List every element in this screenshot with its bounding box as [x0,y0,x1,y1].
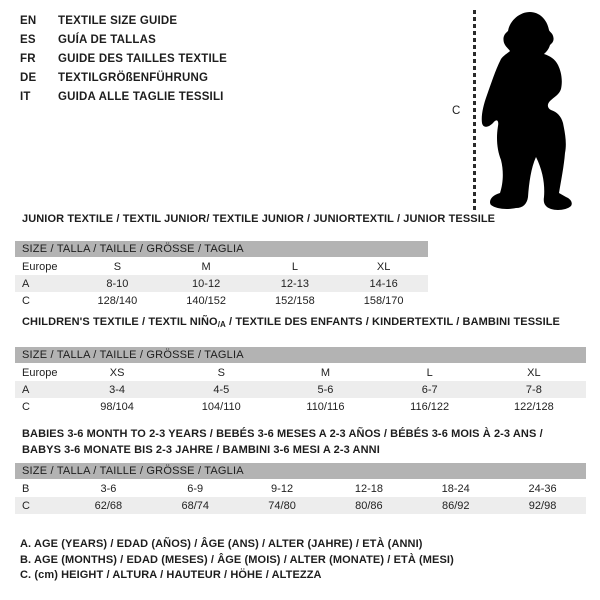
table-row [15,398,586,415]
size-value: 24-36 [528,482,557,495]
babies-size-table [15,480,586,514]
language-row [20,12,227,31]
size-value: L [291,260,298,273]
row-label: Europe [22,260,58,273]
row-label: B [22,482,30,495]
size-value: 62/68 [94,499,123,512]
row-label: C [22,294,30,307]
size-value: 116/122 [410,400,450,413]
language-label: GUIDA ALLE TAGLIE TESSILI [58,91,224,103]
size-value: 128/140 [97,294,138,307]
row-label: A [22,383,30,396]
size-value: 140/152 [186,294,226,307]
size-value: S [113,260,122,273]
language-row [20,88,227,107]
size-value: 74/80 [268,499,296,512]
language-label: TEXTILE SIZE GUIDE [58,15,178,27]
height-measure-dashed-line [473,10,476,211]
language-title-list [20,12,227,107]
size-value: 12-18 [354,482,383,495]
size-value: 122/128 [513,400,554,413]
junior-size-table [15,258,428,309]
size-value: 8-10 [106,277,129,290]
table-row [15,381,586,398]
size-value: M [320,366,331,379]
language-row [20,50,227,69]
table-row [15,497,586,514]
size-value: 80/86 [355,499,383,512]
size-value: 104/110 [201,400,241,413]
footnote: C. (cm) HEIGHT / ALTURA / HAUTEUR / HÖHE / ALTEZZA [20,569,322,581]
size-value: 86/92 [441,499,470,512]
children-title-sub: /A [217,320,226,329]
footnote: B. AGE (MONTHS) / EDAD (MESES) / ÂGE (MOIS) / ALTER (MONATE) / ETÀ (MESI) [20,553,454,566]
babies-table-title [22,426,543,458]
size-value: XL [376,260,391,273]
toddler-silhouette-image [481,7,576,212]
language-row [20,31,227,50]
size-value: M [201,260,211,273]
size-value: 3-4 [109,383,126,396]
language-code: IT [20,91,31,103]
language-code: EN [20,15,37,27]
size-value: 4-5 [213,383,230,396]
language-label: TEXTILGRÖßENFÜHRUNG [58,72,209,84]
table-row [15,275,428,292]
size-value: 3-6 [100,482,117,495]
table-row [15,364,586,381]
table-row [15,292,428,309]
size-value: 158/170 [363,294,404,307]
babies-size-header-bar: SIZE / TALLA / TAILLE / GRÖSSE / TAGLIA [15,463,586,479]
language-row [20,69,227,88]
row-label: Europe [22,366,58,379]
size-value: 12-13 [280,277,309,290]
babies-title-line2: BABYS 3-6 MONATE BIS 2-3 JAHRE / BAMBINI 3-6 MESI A 2-3 ANNI [22,444,380,456]
size-value: 68/74 [181,499,209,512]
size-value: 14-16 [369,277,398,290]
row-label: C [22,499,30,512]
children-table [15,347,586,415]
size-value: S [217,366,225,379]
size-value: 18-24 [441,482,470,495]
size-value: 110/116 [306,400,345,413]
size-value: 92/98 [528,499,557,512]
size-value: 7-8 [525,383,542,396]
size-value: L [426,366,433,379]
size-value: XS [109,366,125,379]
row-label: A [22,277,30,290]
junior-table [15,241,428,309]
table-row [15,258,428,275]
footnote-list [20,537,454,584]
size-value: 6-7 [421,383,438,396]
size-value: 6-9 [187,482,204,495]
children-size-table [15,364,586,415]
height-measure-label: C [452,105,461,117]
language-code: DE [20,72,37,84]
children-table-title [22,316,560,329]
size-value: XL [527,366,541,379]
children-size-header-bar: SIZE / TALLA / TAILLE / GRÖSSE / TAGLIA [15,347,586,363]
language-label: GUIDE DES TAILLES TEXTILE [58,53,227,65]
children-title-part2: / TEXTILE DES ENFANTS / KINDERTEXTIL / BAMBINI TESSILE [225,316,560,328]
children-title-part1: CHILDREN'S TEXTILE / TEXTIL NIÑO [22,316,218,328]
junior-size-header-bar: SIZE / TALLA / TAILLE / GRÖSSE / TAGLIA [15,241,428,257]
row-label: C [22,400,30,413]
size-value: 98/104 [100,400,134,413]
language-code: ES [20,34,36,46]
language-label: GUÍA DE TALLAS [58,34,156,46]
size-value: 152/158 [274,294,315,307]
size-value: 9-12 [271,482,294,495]
footnote: A. AGE (YEARS) / EDAD (AÑOS) / ÂGE (ANS) / ALTER (JAHRE) / ETÀ (ANNI) [20,538,423,550]
size-value: 10-12 [192,277,221,290]
babies-title-line1: BABIES 3-6 MONTH TO 2-3 YEARS / BEBÉS 3-6 MESES A 2-3 AÑOS / BÉBÉS 3-6 MOIS À 2-3 ANS / [22,428,543,440]
table-row [15,480,586,497]
size-value: 5-6 [317,383,334,396]
junior-table-title: JUNIOR TEXTILE / TEXTIL JUNIOR/ TEXTILE JUNIOR / JUNIORTEXTIL / JUNIOR TESSILE [22,213,496,225]
language-code: FR [20,53,36,65]
babies-table [15,463,586,514]
